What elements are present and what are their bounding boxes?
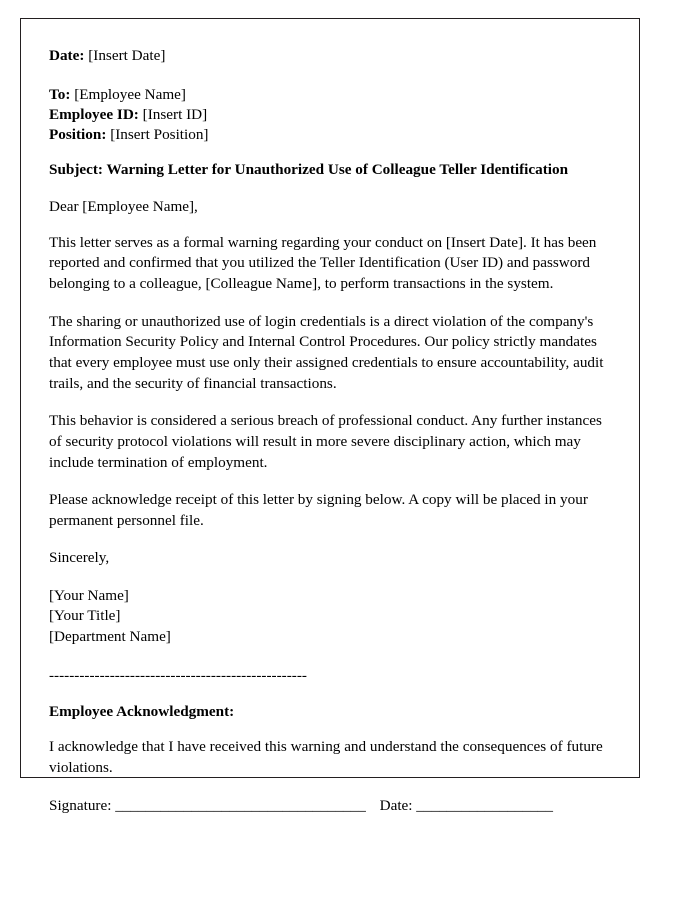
position-label: Position: (49, 125, 107, 143)
date-value: [Insert Date] (88, 47, 166, 64)
closing: Sincerely, (49, 548, 110, 566)
date-line (49, 47, 605, 65)
acknowledgment-text: I acknowledge that I have received this warning and understand the consequences of future violations. (49, 738, 603, 776)
signature-fields (49, 797, 605, 815)
letter-body-frame (20, 18, 640, 814)
paragraph-2: The sharing or unauthorized use of login credentials is a direct violation of the company's Information Security Policy and Internal Control Procedures. Our policy strictly mandates that every employee must use only their assigned credentials to ensure accountability, audit trails, and the security of financial transactions. (49, 312, 604, 392)
paragraph-1: This letter serves as a formal warning regarding your conduct on [Insert Date]. It has been reported and confirmed that you utilized the Teller Identification (User ID) and password belonging to a colleague, [Colleague Name], to perform transactions in the system. (49, 233, 597, 292)
signer-block (49, 586, 605, 648)
recipient-block (49, 85, 605, 144)
position-line (49, 125, 605, 145)
subject-line: Subject: Warning Letter for Unauthorized Use of Colleague Teller Identification (49, 161, 569, 179)
signer-department: [Department Name] (49, 627, 171, 645)
to-value: [Employee Name] (74, 86, 186, 103)
signature-field-label: Signature: _________________________________ (49, 796, 366, 814)
employee-id-line (49, 105, 605, 125)
section-divider: --------------------------------------------------- (49, 667, 307, 685)
to-label: To: (49, 86, 71, 103)
signature-date-field-label: Date: __________________ (379, 796, 553, 814)
salutation: Dear [Employee Name], (49, 197, 198, 215)
acknowledgment-heading: Employee Acknowledgment: (49, 703, 235, 721)
employee-id-value: [Insert ID] (142, 105, 208, 123)
position-value: [Insert Position] (110, 125, 209, 143)
to-line (49, 85, 605, 105)
paragraph-3: This behavior is considered a serious breach of professional conduct. Any further instances of security protocol violations will result in more severe disciplinary action, which may include termination of employment. (49, 412, 602, 471)
paragraph-4: Please acknowledge receipt of this letter by signing below. A copy will be placed in your permanent personnel file. (49, 491, 588, 529)
date-label: Date: (49, 47, 85, 64)
employee-id-label: Employee ID: (49, 105, 139, 123)
signer-name: [Your Name] (49, 586, 129, 604)
signer-title: [Your Title] (49, 607, 121, 625)
